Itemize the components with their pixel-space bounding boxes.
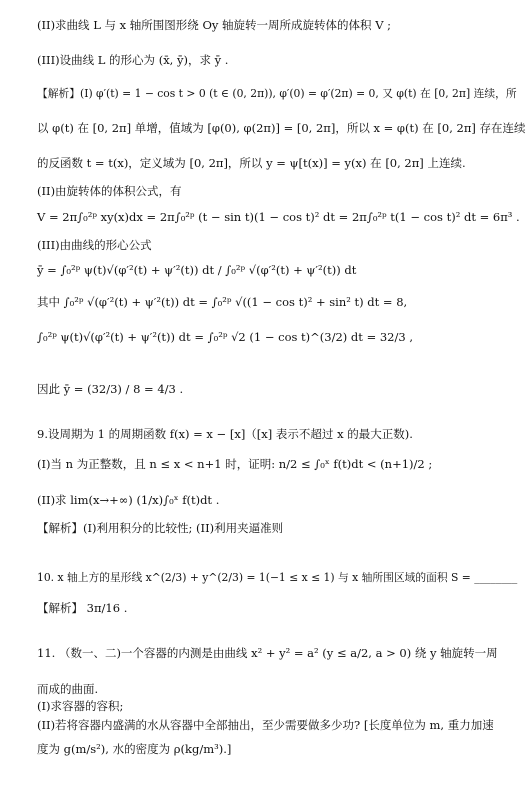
text-line: (II)求 lim(x→+∞) (1/x)∫₀ˣ f(t)dt .	[37, 493, 220, 507]
text-line: (II)求曲线 L 与 x 轴所围图形绕 Oy 轴旋转一周所成旋转体的体积 V ;	[37, 18, 392, 32]
text-line: 11. （数一、二)一个容器的内测是由曲线 x² + y² = a² (y ≤ a/2, a > 0) 绕 y 轴旋转一周	[37, 646, 498, 660]
text-line: 【解析】(I) φ′(t) = 1 − cos t > 0 (t ∈ (0, 2π)), φ′(0) = φ′(2π) = 0, 又 φ(t) 在 [0, 2π] 连续，所	[37, 87, 517, 100]
formula-line: V = 2π∫₀²ᵖ xy(x)dx = 2π∫₀²ᵖ (t − sin t)(1 − cos t)² dt = 2π∫₀²ᵖ t(1 − cos t)² dt = 6π³ .	[37, 210, 520, 224]
text-line: (I)求容器的容积;	[37, 699, 124, 713]
text-line: 度为 g(m/s²), 水的密度为 ρ(kg/m³).]	[37, 742, 232, 756]
text-line: 10. x 轴上方的星形线 x^(2/3) + y^(2/3) = 1(−1 ≤ x ≤ 1) 与 x 轴所围区域的面积 S = ________	[37, 571, 518, 584]
text-line: 以 φ(t) 在 [0, 2π] 单增，值域为 [φ(0), φ(2π)] = [0, 2π]，所以 x = φ(t) 在 [0, 2π] 存在连续	[37, 121, 526, 135]
text-line: (II)由旋转体的体积公式，有	[37, 184, 182, 198]
text-line: (III)由曲线的形心公式	[37, 238, 152, 252]
formula-line: 其中 ∫₀²ᵖ √(φ′²(t) + ψ′²(t)) dt = ∫₀²ᵖ √((1 − cos t)² + sin² t) dt = 8,	[37, 295, 408, 309]
text-line: (I)当 n 为正整数，且 n ≤ x < n+1 时，证明: n/2 ≤ ∫₀ˣ f(t)dt < (n+1)/2 ;	[37, 457, 433, 471]
text-line: 【解析】(I)利用积分的比较性; (II)利用夹逼准则	[37, 521, 284, 535]
text-line: 9.设周期为 1 的周期函数 f(x) = x − [x]（[x] 表示不超过 x 的最大正数).	[37, 427, 413, 441]
text-line: 的反函数 t = t(x)，定义域为 [0, 2π]，所以 y = ψ[t(x)] = y(x) 在 [0, 2π] 上连续.	[37, 156, 466, 170]
text-line: 因此 ȳ = (32/3) / 8 = 4/3 .	[37, 382, 184, 396]
text-line: (II)若将容器内盛满的水从容器中全部抽出，至少需要做多少功? [长度单位为 m, 重力加速	[37, 718, 494, 732]
formula-line: ∫₀²ᵖ ψ(t)√(φ′²(t) + ψ′²(t)) dt = ∫₀²ᵖ √2 (1 − cos t)^(3/2) dt = 32/3 ,	[37, 330, 413, 344]
text-line: (III)设曲线 L 的形心为 (x̄, ȳ)，求 ȳ .	[37, 53, 229, 67]
text-line: 而成的曲面.	[37, 682, 99, 696]
text-line: 【解析】 3π/16 .	[37, 601, 128, 615]
formula-line: ȳ = ∫₀²ᵖ ψ(t)√(φ′²(t) + ψ′²(t)) dt / ∫₀²ᵖ √(φ′²(t) + ψ′²(t)) dt	[37, 263, 357, 277]
